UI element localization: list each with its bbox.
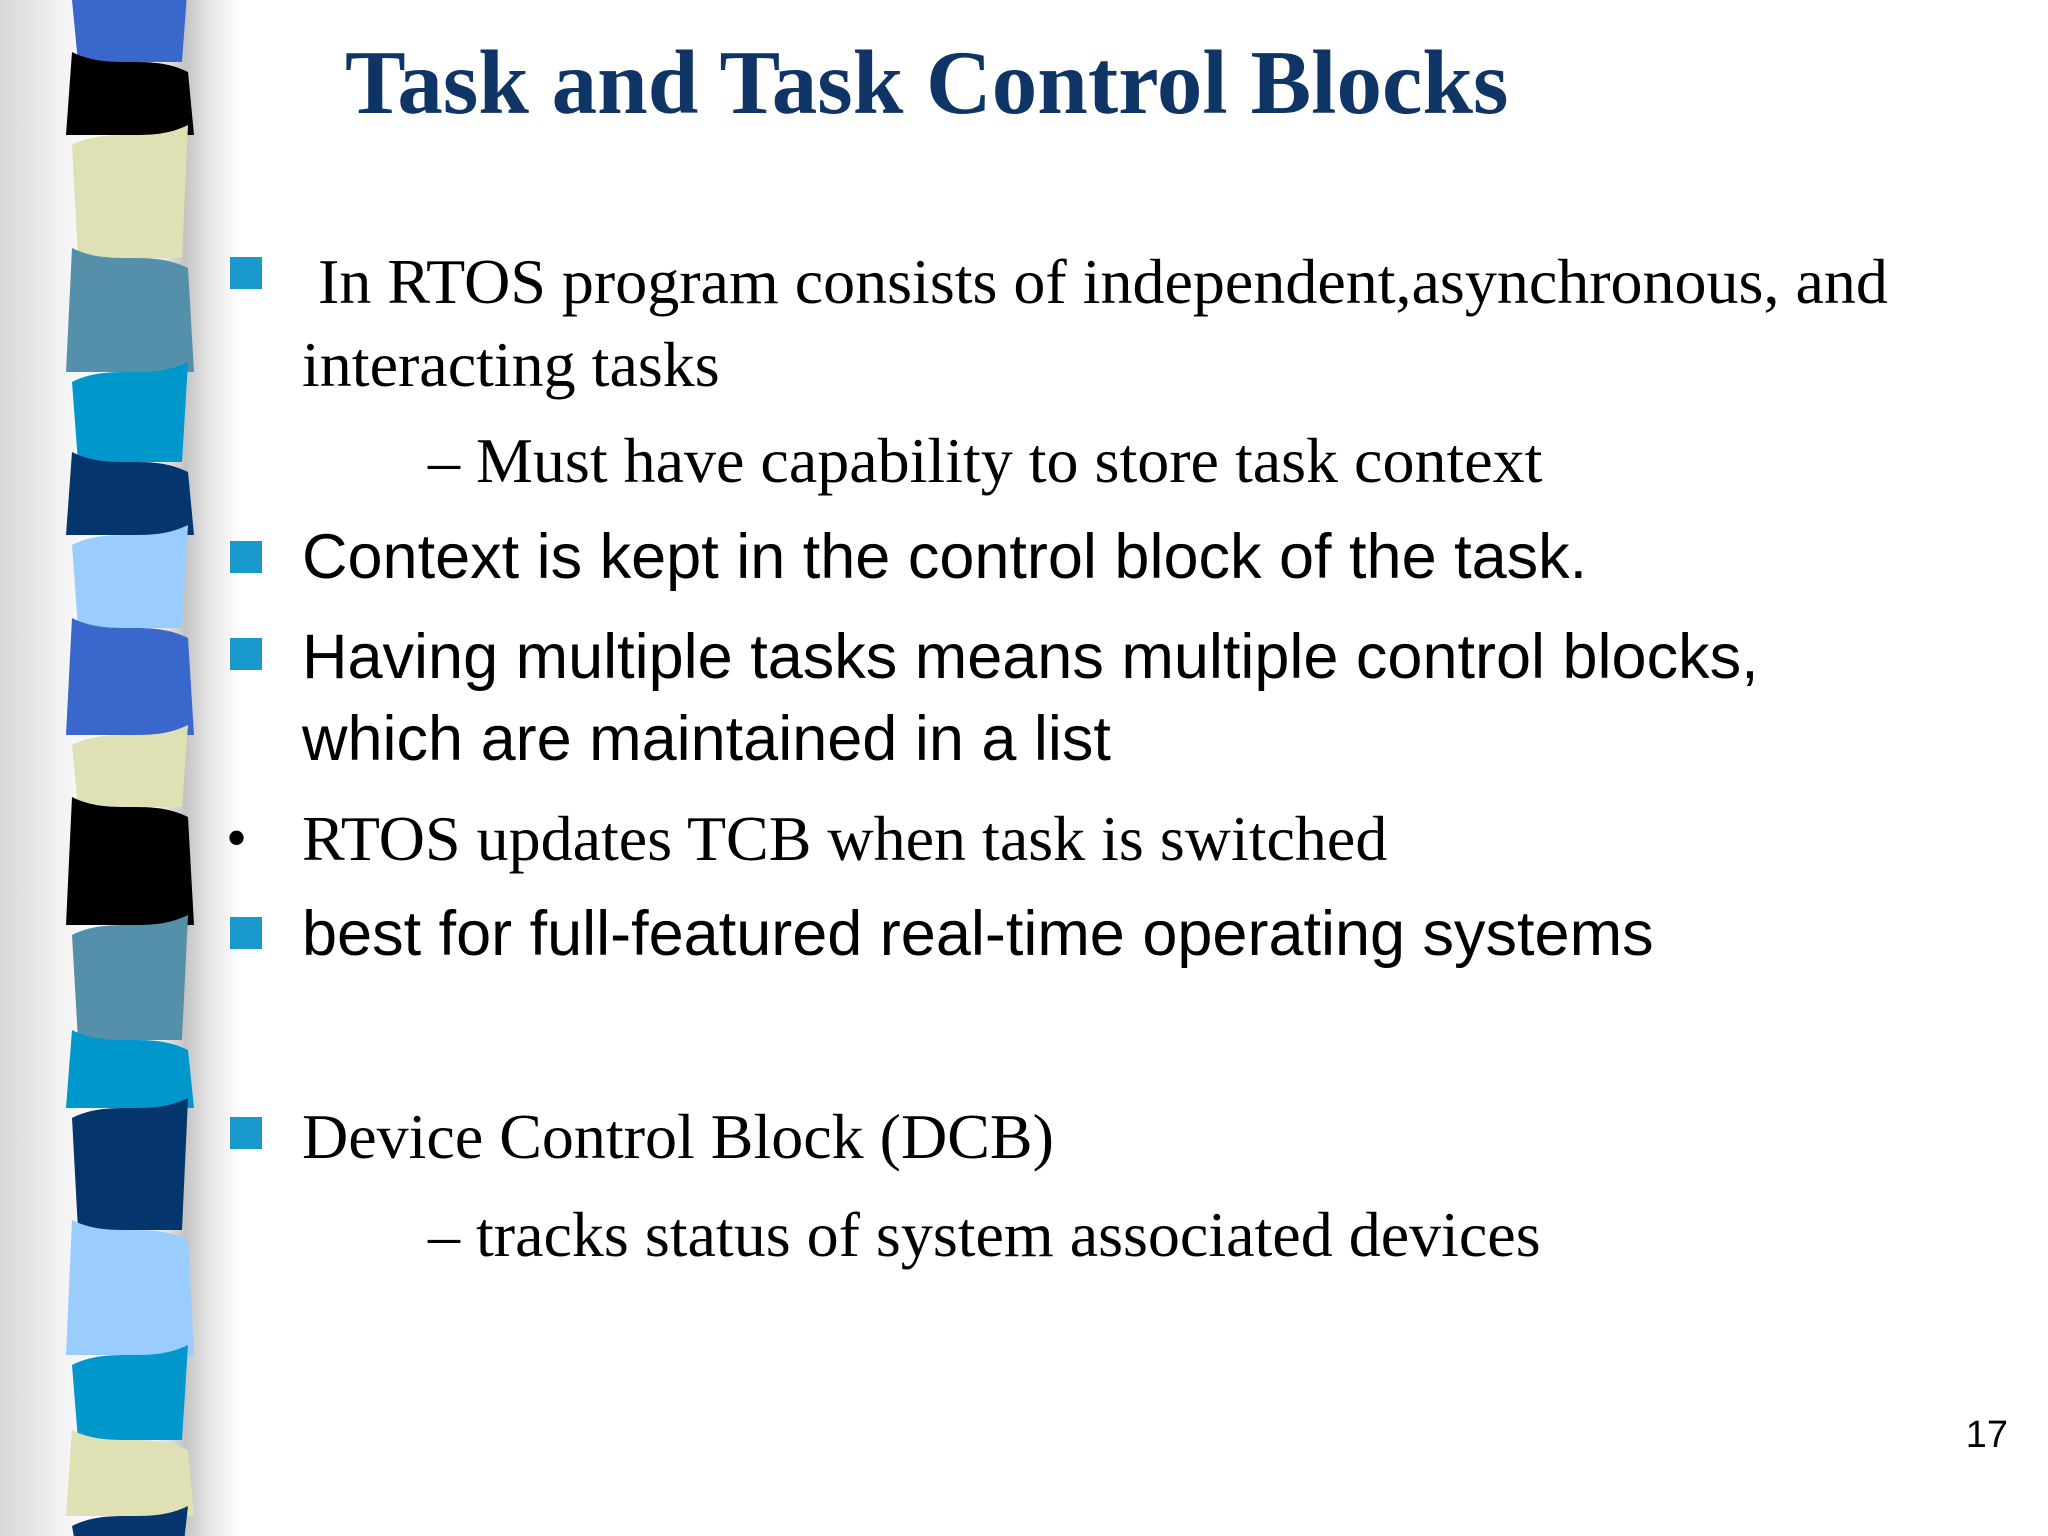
stripe-segment bbox=[66, 452, 194, 535]
square-bullet-icon bbox=[230, 1117, 262, 1149]
stripe-segment bbox=[72, 0, 188, 62]
stripe-segment bbox=[66, 1430, 194, 1516]
stripe-segment bbox=[72, 1098, 188, 1230]
bullet-line-continued: interacting tasks bbox=[302, 329, 720, 400]
stripe-segment bbox=[66, 1220, 194, 1355]
square-bullet-icon bbox=[230, 917, 262, 949]
bullet-line: In RTOS program consists of independent,asynchronous, and bbox=[302, 246, 1888, 317]
slide-title: Task and Task Control Blocks bbox=[345, 32, 1509, 133]
sub-bullet-task-context: – Must have capability to store task context bbox=[428, 425, 1543, 496]
stripe-segment bbox=[66, 1030, 194, 1108]
bullet-text-tcb-updates: RTOS updates TCB when task is switched bbox=[302, 803, 1388, 874]
stripe-segment bbox=[72, 525, 188, 628]
stripe-segment bbox=[72, 1345, 188, 1440]
stripe-segment bbox=[66, 797, 194, 925]
stripe-segment bbox=[72, 362, 188, 462]
decorative-stripe-band bbox=[0, 0, 240, 1536]
bullet-text-device-control-block: Device Control Block (DCB) bbox=[302, 1101, 1054, 1172]
bullet-text-context-kept: Context is kept in the control block of the task. bbox=[302, 522, 1588, 592]
bullet-line-continued: which are maintained in a list bbox=[302, 704, 1111, 774]
stripe-segment bbox=[66, 52, 194, 135]
page-number: 17 bbox=[1965, 1414, 2008, 1456]
square-bullet-icon bbox=[230, 257, 262, 289]
round-bullet-icon: • bbox=[226, 805, 248, 871]
bullet-text-multiple-tasks bbox=[302, 616, 2022, 780]
stripe-segment bbox=[66, 248, 194, 372]
bullet-text-full-featured: best for full-featured real-time operating systems bbox=[302, 899, 1654, 969]
stripe-segment bbox=[72, 725, 188, 807]
bullet-text-rtos-program bbox=[302, 240, 2022, 406]
stripe-segment bbox=[72, 915, 188, 1040]
square-bullet-icon bbox=[230, 638, 262, 670]
stripe-segment bbox=[66, 618, 194, 735]
bullet-line: Having multiple tasks means multiple control blocks, bbox=[302, 622, 1759, 692]
square-bullet-icon bbox=[230, 541, 262, 573]
stripe-segment bbox=[72, 125, 188, 258]
sub-bullet-device-status: – tracks status of system associated devices bbox=[428, 1199, 1541, 1270]
